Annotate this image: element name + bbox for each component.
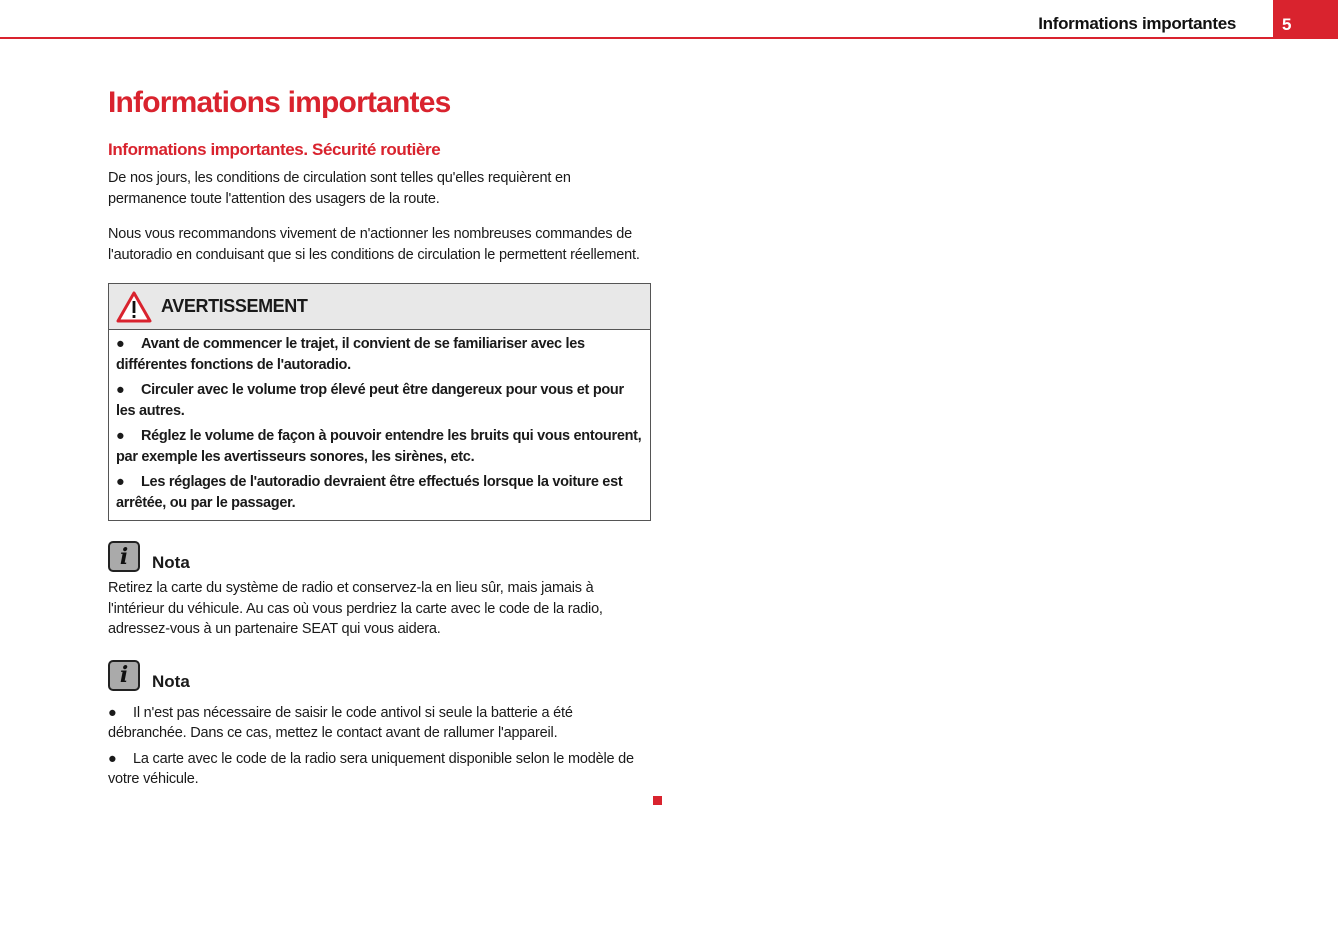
warning-item-text: Les réglages de l'autoradio devraient être effectués lorsque la voiture est arrêtée, ou par le passager.	[116, 474, 623, 511]
warning-header	[109, 284, 650, 330]
running-header: Informations importantes	[1038, 14, 1236, 33]
bullet: ●	[108, 704, 117, 721]
bullet: ●	[108, 750, 117, 767]
warning-item-text: Réglez le volume de façon à pouvoir entendre les bruits qui vous entourent, par exemple les avertisseurs sonores, les sirènes, etc.	[116, 428, 642, 465]
paragraph: Nous vous recommandons vivement de n'actionner les nombreuses commandes de l'autoradio en conduisant que si les conditions de circulation le permettent réellement.	[108, 226, 640, 263]
paragraph: De nos jours, les conditions de circulation sont telles qu'elles requièrent en permanence toute l'attention des usagers de la route.	[108, 170, 571, 207]
section-title: Informations importantes. Sécurité routière	[108, 140, 441, 159]
nota-text: Retirez la carte du système de radio et conservez-la en lieu sûr, mais jamais à l'intérieur du véhicule. Au cas où vous perdriez la carte avec le code de la radio, adressez-vous à un partenaire SEAT qui vous aidera.	[108, 580, 603, 637]
nota-header	[108, 660, 653, 691]
page-number: 5	[1273, 0, 1338, 39]
warning-item	[116, 426, 643, 467]
bullet: ●	[116, 474, 125, 490]
nota-item-text: Il n'est pas nécessaire de saisir le code antivol si seule la batterie a été débranchée. Dans ce cas, mettez le contact avant de rallumer l'appareil.	[108, 704, 573, 741]
bullet: ●	[116, 382, 125, 398]
warning-title: AVERTISSEMENT	[161, 296, 308, 316]
nota-item-text: La carte avec le code de la radio sera uniquement disponible selon le modèle de votre véhicule.	[108, 750, 634, 787]
bullet: ●	[116, 428, 125, 444]
nota-title: Nota	[152, 671, 190, 691]
nota-header	[108, 541, 653, 572]
info-icon: i	[108, 541, 140, 572]
content-column	[108, 86, 653, 795]
warning-item	[116, 472, 643, 513]
warning-item	[116, 380, 643, 421]
nota-title: Nota	[152, 553, 190, 572]
info-icon: i	[108, 660, 140, 691]
warning-triangle-icon	[116, 291, 152, 323]
bullet: ●	[116, 336, 125, 352]
page-title: Informations importantes	[108, 86, 451, 119]
nota-item	[108, 749, 653, 790]
warning-item	[116, 334, 643, 375]
warning-item-text: Avant de commencer le trajet, il convient de se familiariser avec les différentes fonctions de l'autoradio.	[116, 336, 585, 373]
warning-item-text: Circuler avec le volume trop élevé peut être dangereux pour vous et pour les autres.	[116, 382, 624, 419]
warning-box	[108, 283, 651, 521]
nota-item	[108, 703, 653, 744]
end-of-section-marker	[653, 796, 662, 805]
header-rule	[0, 37, 1338, 39]
